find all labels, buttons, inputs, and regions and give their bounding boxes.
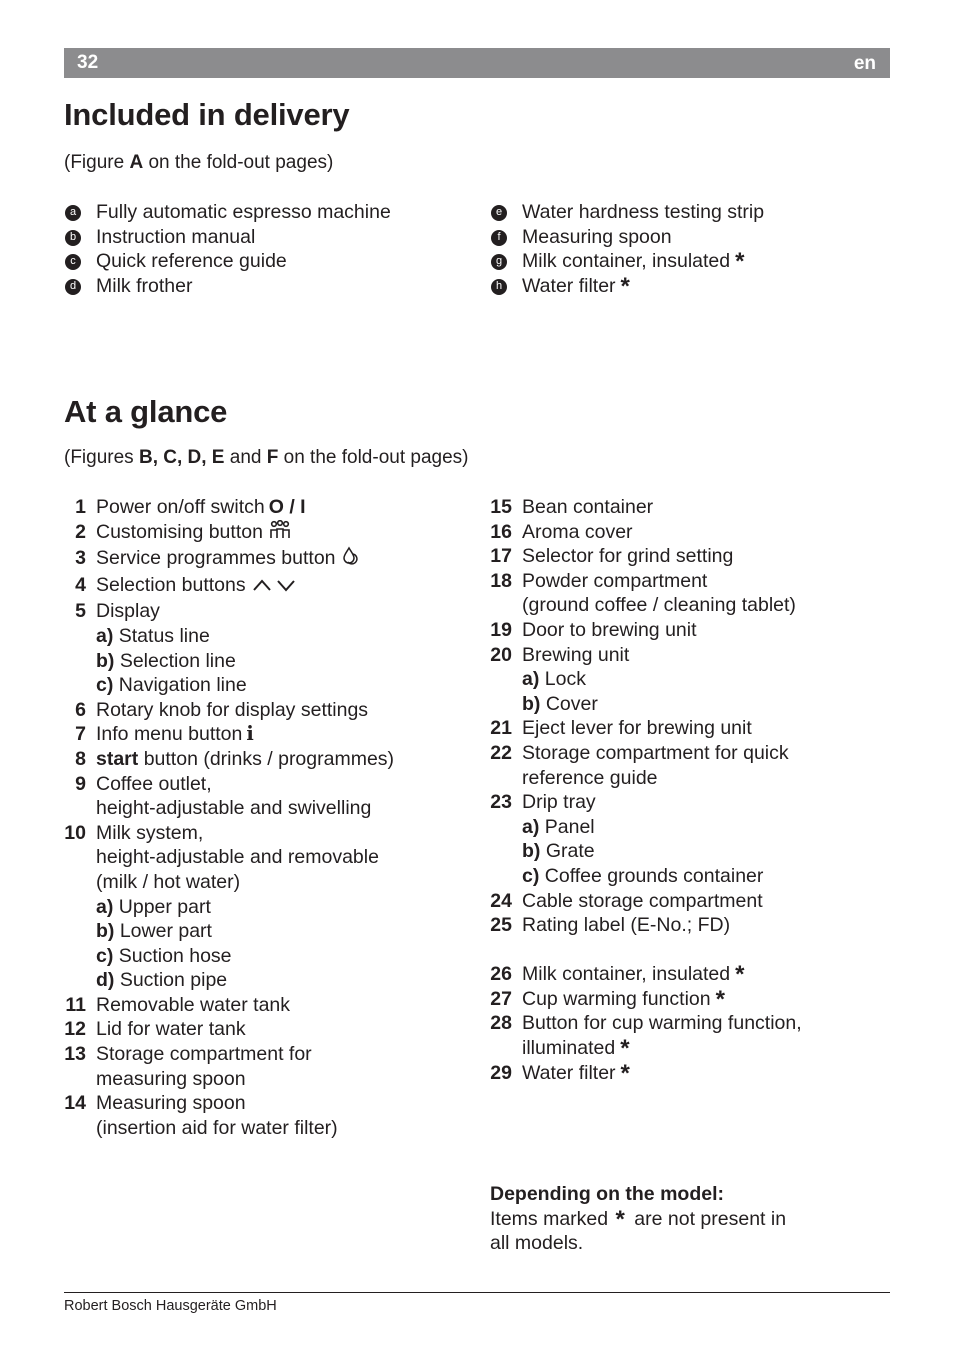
delivery-figure-note: (Figure A on the fold-out pages): [64, 152, 334, 173]
model-note: Depending on the model: Items marked * are not present in all models.: [490, 1183, 787, 1255]
list-item: 2 Customising button: [64, 520, 394, 547]
letter-bullet: c: [65, 254, 81, 270]
letter-bullet: f: [491, 230, 507, 246]
list-item: 17 Selector for grind setting: [490, 545, 734, 568]
list-item: 28 Button for cup warming function,: [490, 1012, 802, 1035]
list-item: f Measuring spoon: [490, 225, 764, 250]
list-item: 5 Display: [75, 600, 160, 623]
chevron-up-down-icon: [251, 575, 299, 600]
service-drop-icon: [341, 546, 361, 573]
list-item: g Milk container, insulated *: [490, 249, 764, 274]
sub-item: a) Lock: [522, 668, 586, 691]
list-item: 4 Selection buttons: [64, 573, 394, 600]
sub-item: a) Panel: [522, 815, 595, 838]
language-code: en: [853, 53, 876, 74]
section-title-delivery: Included in delivery: [64, 97, 350, 132]
list-item: 25 Rating label (E-No.; FD): [490, 914, 731, 937]
letter-bullet: a: [65, 205, 81, 221]
list-item: 10 Milk system,: [64, 821, 204, 844]
list-item: b Instruction manual: [64, 225, 391, 250]
list-item: c Quick reference guide: [64, 249, 391, 274]
letter-bullet: e: [491, 205, 507, 221]
list-item: 8 start button (drinks / programmes): [75, 747, 395, 770]
list-item: 22 Storage compartment for quick: [490, 741, 789, 764]
section-title-glance: At a glance: [64, 394, 228, 429]
footnote-star: *: [715, 985, 725, 1013]
footer-company: Robert Bosch Hausgeräte GmbH: [64, 1298, 277, 1314]
list-item: 26 Milk container, insulated *: [490, 961, 745, 989]
letter-bullet: d: [65, 279, 81, 295]
list-item: 21 Eject lever for brewing unit: [490, 717, 752, 740]
list-item: e Water hardness testing strip: [490, 200, 764, 225]
footnote-star: *: [620, 1059, 630, 1087]
customising-icon: [268, 520, 292, 547]
list-item: 29 Water filter *: [490, 1059, 630, 1087]
sub-item: b) Lower part: [96, 920, 212, 943]
footnote-star: *: [615, 1205, 625, 1233]
list-item: 18 Powder compartment: [490, 569, 708, 592]
glance-list-left: 1 Power on/off switch O / I 2 Customising button 3 Service programmes button 4 Selection buttons 5 Display a) Status line b) Selection line c) Navigation line 6 Rotary knob for display settings 7 Info menu button i 8 start button (drinks / programmes) 9 Coffee outlet, height-adjustable and swivelling 10 Milk system, height-adjustable and removable (milk / hot water) a) Upper part b) Lower part c) Suction hose d) Suction pipe 11 Removable water tank 12 Lid for water tank 13 Storage compartment for measuring spoon 14 Measuring spoon (insertion aid for water filter): [64, 496, 395, 1139]
list-item: 12 Lid for water tank: [64, 1018, 246, 1041]
footnote-star: *: [735, 961, 745, 989]
list-item: 15 Bean container: [490, 496, 654, 518]
sub-item: d) Suction pipe: [96, 969, 228, 992]
list-item: 9 Coffee outlet,: [75, 772, 212, 795]
list-item: 6 Rotary knob for display settings: [75, 698, 369, 721]
sub-item: b) Cover: [522, 692, 598, 715]
list-item: 1 Power on/off switch O / I: [75, 496, 306, 518]
power-symbol: O / I: [268, 496, 306, 518]
delivery-list-right: [490, 200, 764, 298]
page-number: 32: [77, 52, 99, 73]
sub-item: c) Suction hose: [96, 944, 232, 967]
list-item: 3 Service programmes button: [64, 546, 394, 573]
list-item: 24 Cable storage compartment: [490, 889, 763, 912]
list-item: 23 Drip tray: [490, 791, 596, 814]
footer-divider: [64, 1292, 890, 1293]
list-item: a Fully automatic espresso machine: [64, 200, 391, 225]
sub-item: c) Navigation line: [96, 674, 247, 697]
info-icon: i: [246, 722, 254, 746]
letter-bullet: h: [491, 279, 507, 295]
sub-item: a) Upper part: [96, 895, 211, 918]
list-item: 19 Door to brewing unit: [490, 618, 697, 641]
sub-item: a) Status line: [96, 624, 210, 647]
footnote-star: *: [735, 248, 745, 276]
list-item: 11 Removable water tank: [65, 993, 291, 1016]
letter-bullet: g: [491, 254, 507, 270]
list-item: h Water filter *: [490, 274, 764, 299]
page-header-bar: [64, 48, 890, 78]
list-item: 7 Info menu button i: [75, 722, 254, 746]
glance-figure-note: (Figures B, C, D, E and F on the fold-out pages): [64, 447, 469, 468]
delivery-list-left: [64, 200, 391, 298]
list-item: 27 Cup warming function *: [490, 985, 725, 1013]
list-item: 13 Storage compartment for: [64, 1043, 312, 1066]
model-note-heading: Depending on the model:: [490, 1183, 724, 1205]
glance-list-right: 15 Bean container 16 Aroma cover 17 Selector for grind setting 18 Powder compartment (ground coffee / cleaning tablet) 19 Door to brewing unit 20 Brewing unit a) Lock b) Cover 21 Eject lever for brewing unit 22 Storage compartment for quick reference guide 23 Drip tray a) Panel b) Grate c) Coffee grounds container 24 Cable storage compartment 25 Rating label (E-No.; FD) 26 Milk container, insulated * 27 Cup warming function * 28 Button for cup warming function, illuminated * 29 Water filter *: [490, 496, 802, 1087]
sub-item: b) Selection line: [96, 649, 236, 672]
list-item: 14 Measuring spoon: [64, 1092, 246, 1115]
list-item: d Milk frother: [64, 274, 391, 299]
list-item: 20 Brewing unit: [490, 643, 630, 666]
sub-item: c) Coffee grounds container: [522, 864, 764, 887]
footnote-star: *: [620, 1035, 630, 1063]
list-item: 16 Aroma cover: [490, 520, 633, 543]
footnote-star: *: [620, 272, 630, 300]
sub-item: b) Grate: [522, 840, 595, 863]
letter-bullet: b: [65, 230, 81, 246]
